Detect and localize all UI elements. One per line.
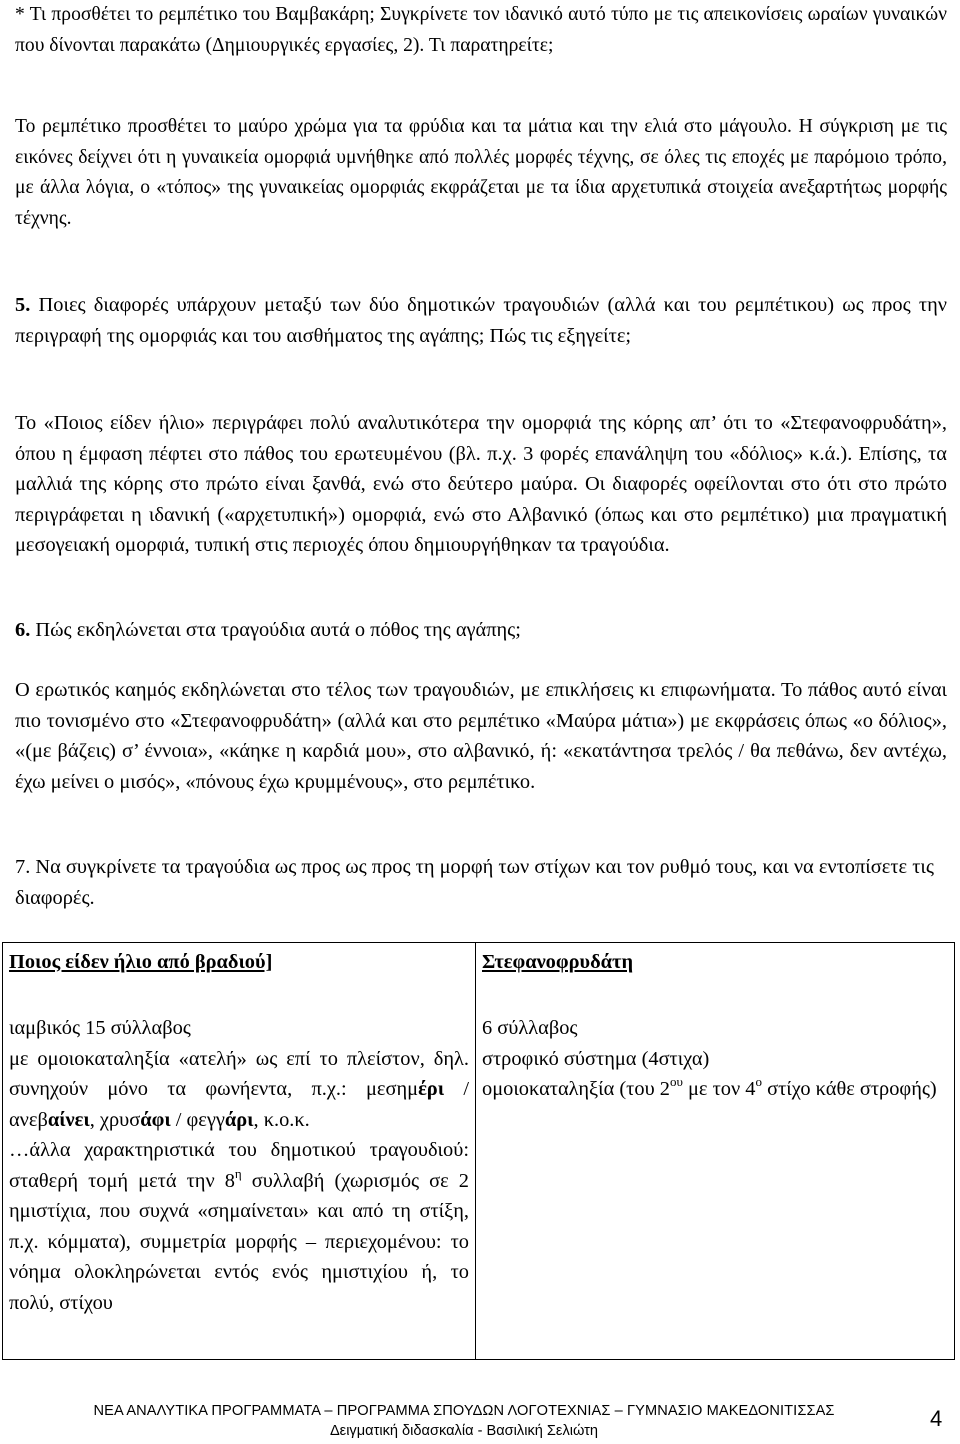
left-column-header: Ποιος είδεν ήλιο από βραδιού] <box>9 951 273 973</box>
question-7-text: Να συγκρίνετε τα τραγούδια ως προς ως προς τη μορφή των στίχων και τον ρυθμό τους, και να εντοπίσετε τις διαφορές. <box>15 856 934 909</box>
question-star-paragraph: * Τι προσθέτει το ρεμπέτικο του Βαμβακάρη; Συγκρίνετε τον ιδανικό αυτό τύπο με τις απεικονίσεις ωραίων γυναικών που δίνονται παρακάτω (Δημιουργικές εργασίες, 2). Τι παρατηρείτε; <box>15 4 947 56</box>
question-6-paragraph <box>15 615 947 646</box>
question-5-paragraph <box>15 290 947 351</box>
question-5-number: 5. <box>15 294 31 316</box>
answer-5-paragraph: Το «Ποιος είδεν ήλιο» περιγράφει πολύ αναλυτικότερα την ομορφιά της κόρης απ’ ότι το «Στεφανοφρυδάτη», όπου η έμφαση πέφτει στο πάθος του ερωτευμένου (βλ. π.χ. 3 φορές επανάληψη του «δόλιος» κ.ά.). Επίσης, τα μαλλιά της κόρης στο πρώτο είναι ξανθά, ενώ στο δεύτερο μαύρα. Οι διαφορές οφείλονται στο ότι στο πρώτο περιγράφεται η ιδανική («αρχετυπική») ομορφιά, ενώ στο Αλβανικό (όπως και στο ρεμπέτικο) μια πραγματική μεσογειακή ομορφιά, τυπική στις περιοχές όπου δημιουργήθηκαν τα τραγούδια. <box>15 412 947 556</box>
right-line-rhyme: ομοιοκαταληξία (του $2^{o\upsilon}$ με τον $4^o$ στίχο κάθε στροφής) <box>482 1074 937 1100</box>
comparison-table <box>2 942 955 1360</box>
right-line-meter: 6 σύλλαβος <box>482 1017 578 1039</box>
left-column-body <box>3 1009 475 1318</box>
footer-program-title: ΝΕΑ ΑΝΑΛΥΤΙΚΑ ΠΡΟΓΡΑΜΜΑΤΑ – ΠΡΟΓΡΑΜΜΑ ΣΠΟΥΔΩΝ ΛΟΓΟΤΕΧΝΙΑΣ – ΓΥΜΝΑΣΙΟ ΜΑΚΕΔΟΝΙΤΙΣΣΑΣ <box>93 1403 835 1419</box>
answer-paragraph-1: Το ρεμπέτικο προσθέτει το μαύρο χρώμα για τα φρύδια και τα μάτια και την ελιά στο μάγουλο. Η σύγκριση με τις εικόνες δείχνει ότι η γυναικεία ομορφιά υμνήθηκε από πολλές μορφές τέχνης, σε όλες τις εποχές με παρόμοιο τρόπο, με άλλα λόγια, ο «τόπος» της γυναικείας ομορφιάς εκφράζεται με τα ίδια αρχετυπικά στοιχεία ανεξαρτήτως μορφής τέχνης. <box>15 116 947 229</box>
page-number: 4 <box>930 1406 943 1431</box>
question-7-paragraph <box>15 852 947 913</box>
footer-author: Δειγματική διδασκαλία - Βασιλική Σελιώτη <box>329 1423 599 1439</box>
question-5-text: Ποιες διαφορές υπάρχουν μεταξύ των δύο δημοτικών τραγουδιών (αλλά και του ρεμπέτικου) ως προς την περιγραφή της ομορφιάς και του αισθήματος της αγάπης; Πώς τις εξηγείτε; <box>15 294 947 347</box>
left-column-cell <box>3 943 476 1360</box>
right-column-header: Στεφανοφρυδάτη <box>482 951 634 973</box>
right-line-strophic: στροφικό σύστημα (4στιχα) <box>482 1047 710 1070</box>
left-line-characteristics: …άλλα χαρακτηριστικά του δημοτικού τραγουδιού: σταθερή τομή μετά την $8^\eta$ συλλαβή (χωρισμός σε 2 ημιστίχια, που συχνά «σημαίνεται» και από τη στίξη, π.χ. κόμματα), συμμετρία μορφής – περιεχομένου: το νόημα ολοκληρώνεται εντός ενός ημιστιχίου ή, το πολύ, στίχου <box>9 1139 469 1314</box>
question-7-number: 7. <box>15 856 31 878</box>
question-6-number: 6. <box>15 619 31 641</box>
question-6-text: Πώς εκδηλώνεται στα τραγούδια αυτά ο πόθος της αγάπης; <box>35 619 521 641</box>
answer-6-paragraph: Ο ερωτικός καημός εκδηλώνεται στο τέλος των τραγουδιών, με επικλήσεις κι επιφωνήματα. Το πάθος αυτό είναι πιο τονισμένο στο «Στεφανοφρυδάτη» (αλλά και στο ρεμπέτικο «Μαύρα μάτια») με εκφράσεις όπως «ο δόλιος», «(με βάζεις) σ’ έννοια», «κάηκε η καρδιά μου», στο αλβανικό, ή: «εκατάντησα τρελός / θα πεθάνω, δεν αντέχω, έχω μείνει ο μισός», «πόνους έχω κρυμμένους», στο ρεμπέτικο. <box>15 679 947 793</box>
right-column-body <box>476 1009 954 1105</box>
left-line-meter: ιαμβικός 15 σύλλαβος <box>9 1017 191 1039</box>
left-line-rhyme: με ομοιοκαταληξία «ατελή» ως επί το πλείστον, δηλ. συνηχούν μόνο τα φωνήεντα, π.χ.: μεσημέρι / ανεβαίνει, χρυσάφι / φεγγάρι, κ.ο.κ. <box>9 1047 470 1131</box>
right-column-cell <box>476 943 955 1360</box>
